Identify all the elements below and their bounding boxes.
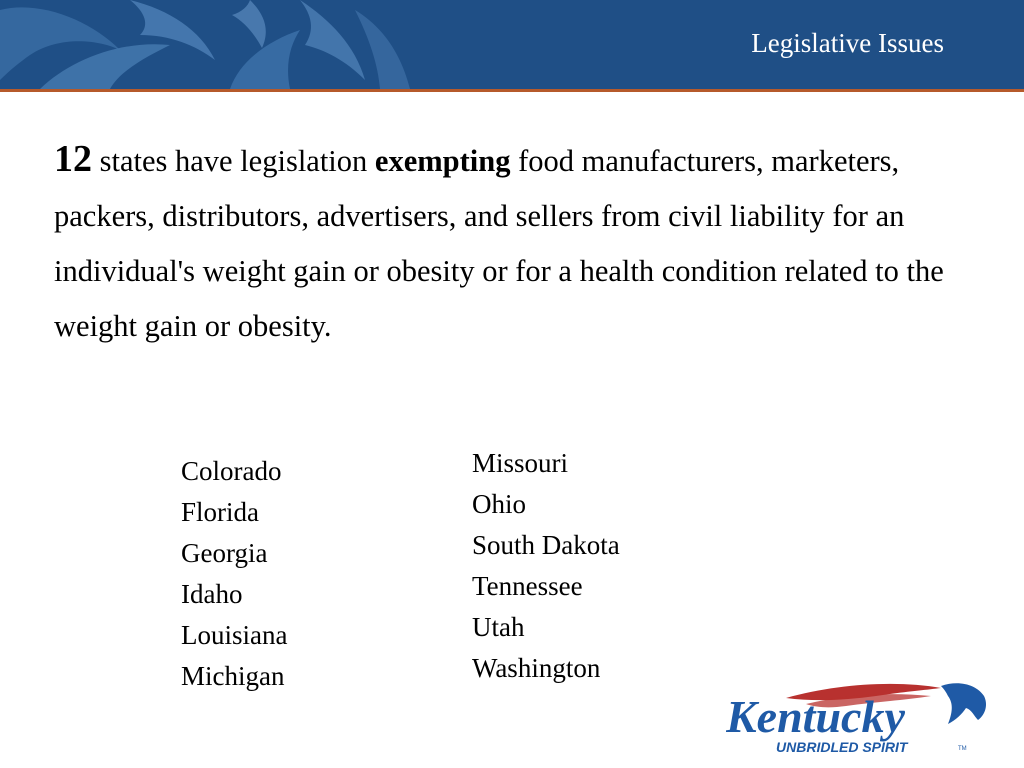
- horse-head-icon: [941, 683, 986, 724]
- list-item: Washington: [472, 653, 601, 683]
- list-item: Utah: [472, 612, 525, 642]
- body-paragraph: [54, 132, 994, 354]
- list-item: Louisiana: [181, 620, 288, 650]
- slide-title: Legislative Issues: [751, 28, 944, 58]
- list-item: South Dakota: [472, 530, 620, 560]
- list-item: Ohio: [472, 489, 526, 519]
- logo-wordmark: Kentucky: [726, 691, 905, 742]
- list-item: Missouri: [472, 448, 569, 478]
- list-item: Tennessee: [472, 571, 583, 601]
- logo-tagline: UNBRIDLED SPIRIT: [776, 739, 908, 755]
- list-item: Idaho: [181, 579, 243, 609]
- body-text-1: states have legislation: [99, 144, 368, 178]
- slide-header: [0, 0, 1024, 89]
- list-item: Florida: [181, 497, 259, 527]
- emphasis-word: exempting: [374, 144, 511, 178]
- states-list-left: [181, 451, 287, 697]
- list-item: Michigan: [181, 661, 285, 691]
- list-item: Colorado: [181, 456, 282, 486]
- logo-trademark: TM: [958, 746, 967, 752]
- header-divider: [0, 89, 1024, 92]
- states-list-right: [472, 443, 620, 689]
- list-item: Georgia: [181, 538, 268, 568]
- lead-number: 12: [54, 138, 92, 180]
- body-text-2: food manufacturers, marketers, packers, distributors, advertisers, and sellers from civil liability for an individual's weight gain or obesity or for a health condition related to the weight gain or obesity.: [54, 144, 944, 343]
- decorative-swirl-graphic: [0, 0, 420, 89]
- kentucky-logo: [726, 680, 996, 760]
